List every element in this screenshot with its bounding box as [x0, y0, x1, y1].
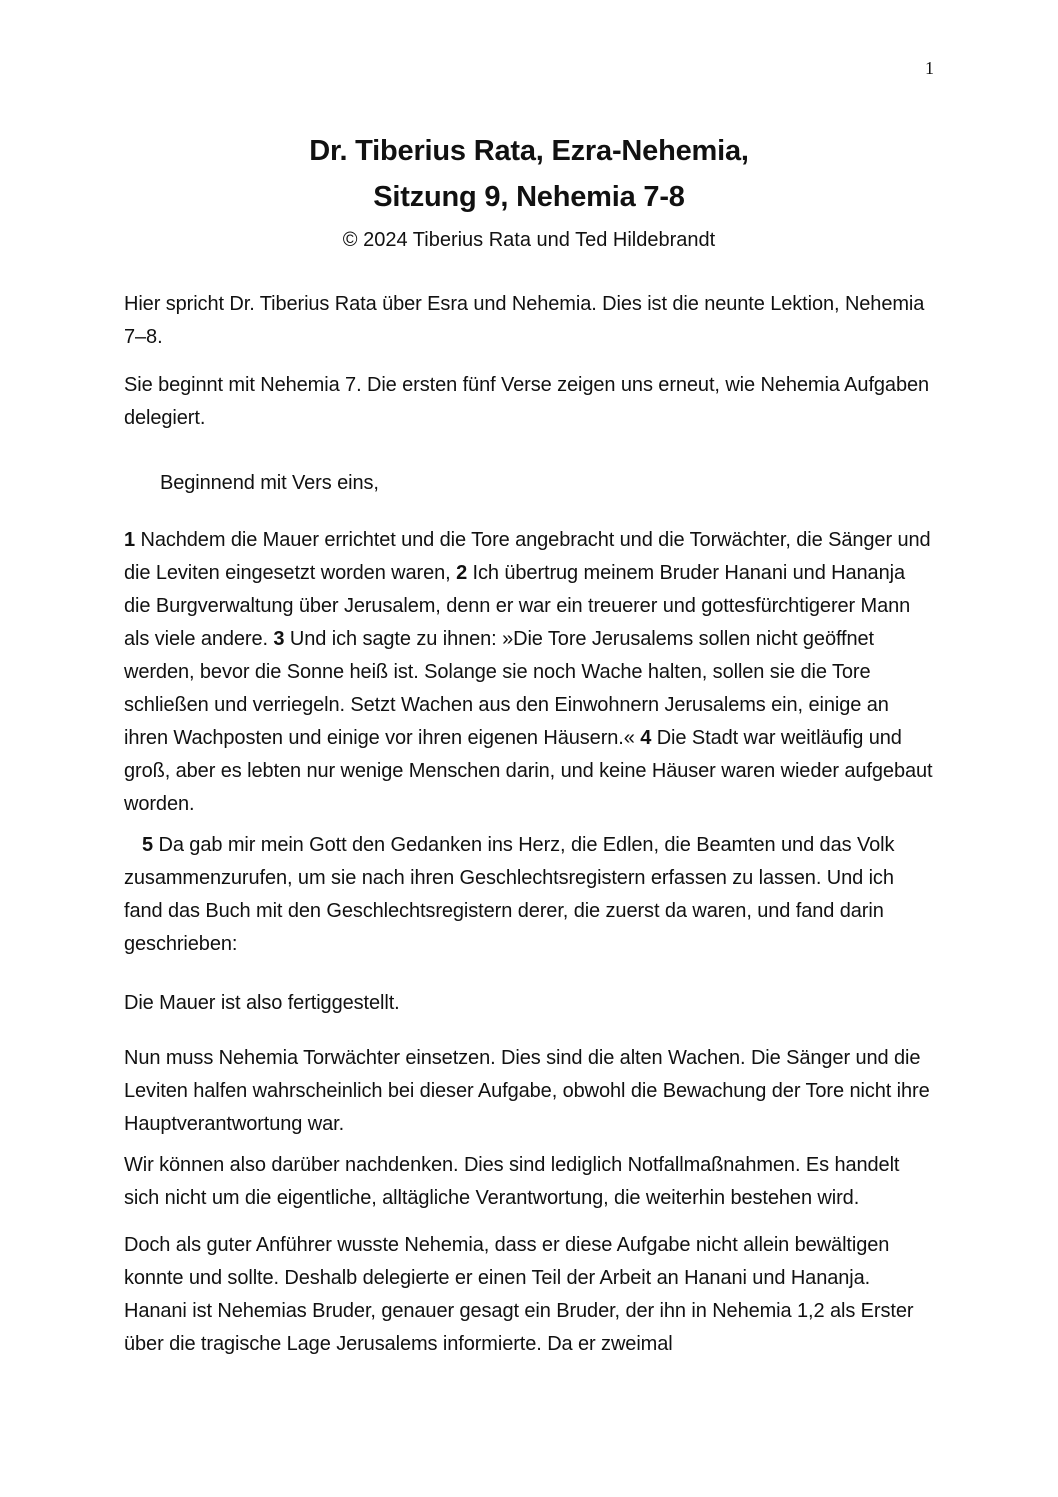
paragraph-gatekeepers: Nun muss Nehemia Torwächter einsetzen. Dies sind die alten Wachen. Die Sänger und die Leviten halfen wahrscheinlich bei dieser Aufgabe, obwohl die Bewachung der Tore nicht ihre Hauptverantwortung war. [124, 1047, 930, 1135]
document-header [0, 0, 1058, 254]
paragraph-delegation: Doch als guter Anführer wusste Nehemia, dass er diese Aufgabe nicht allein bewältigen konnte und sollte. Deshalb delegierte er einen Teil der Arbeit an Hanani und Hananja. Hanani ist Nehemias Bruder, genauer gesagt ein Bruder, der ihn in Nehemia 1,2 als Erster über die tragische Lage Jerusalems informierte. Da er zweimal [124, 1234, 914, 1355]
scripture-verses-1-4: 1 Nachdem die Mauer errichtet und die Tore angebracht und die Torwächter, die Sänger und die Leviten eingesetzt worden waren, 2 Ich übertrug meinem Bruder Hanani und Hananja die Burgverwaltung über Jerusalem, denn er war ein treuerer und gottesfürchtigerer Mann als viele andere. 3 Und ich sagte zu ihnen: »Die Tore Jerusalems sollen nicht geöffnet werden, bevor die Sonne heiß ist. Solange sie noch Wache halten, sollen sie die Tore schließen und verriegeln. Setzt Wachen aus den Einwohnern Jerusalems ein, einige an ihren Wachposten und einige vor ihren eigenen Häusern.« 4 Die Stadt war weitläufig und groß, aber es lebten nur wenige Menschen darin, und keine Häuser waren wieder aufgebaut worden. [124, 529, 933, 815]
copyright-line: © 2024 Tiberius Rata und Ted Hildebrandt [342, 229, 716, 251]
paragraph-emergency-measures: Wir können also darüber nachdenken. Dies sind lediglich Notfallmaßnahmen. Es handelt sich nicht um die eigentliche, alltägliche Verantwortung, die weiterhin bestehen wird. [124, 1154, 900, 1209]
title-line-2: Sitzung 9, Nehemia 7-8 [373, 181, 685, 213]
paragraph-wall-complete: Die Mauer ist also fertiggestellt. [124, 992, 400, 1014]
document-body [124, 288, 934, 1361]
paragraph-overview: Sie beginnt mit Nehemia 7. Die ersten fünf Verse zeigen uns erneut, wie Nehemia Aufgaben delegiert. [124, 374, 930, 429]
page-number: 1 [925, 58, 934, 78]
scripture-verse-5: 5 Da gab mir mein Gott den Gedanken ins Herz, die Edlen, die Beamten und das Volk zusammenzurufen, um sie nach ihren Geschlechtsregistern erfassen zu lassen. Und ich fand das Buch mit den Geschlechtsregistern derer, die zuerst da waren, und fand darin geschrieben: [124, 834, 895, 955]
paragraph-intro: Hier spricht Dr. Tiberius Rata über Esra und Nehemia. Dies ist die neunte Lektion, Nehemia 7–8. [124, 293, 925, 348]
paragraph-lead-in: Beginnend mit Vers eins, [160, 472, 379, 494]
document-title [0, 128, 1058, 220]
title-line-1: Dr. Tiberius Rata, Ezra-Nehemia, [309, 135, 749, 167]
